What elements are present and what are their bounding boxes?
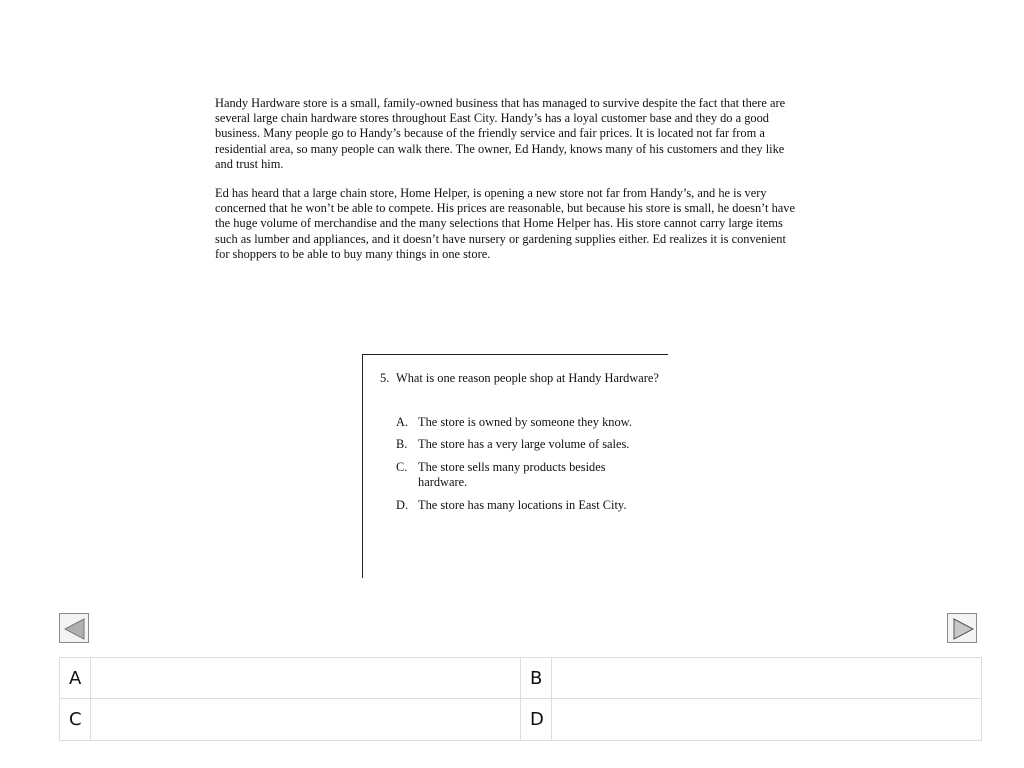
passage-paragraph: Ed has heard that a large chain store, Home Helper, is opening a new store not far from Handy’s, and he is very concerned that he won’t be able to compete. His prices are reasonable, but because his store is small, he doesn’t have the huge volume of merchandise and the many selections that Home Helper has. His store cannot carry large items such as lumber and appliances, and it doesn’t have nursery or gardening supplies either. Ed realizes it is convenient for shoppers to be able to buy many things in one store. (215, 186, 795, 261)
reading-passage (215, 96, 795, 276)
previous-button[interactable] (59, 613, 89, 643)
answer-choice-label: C (60, 699, 91, 740)
triangle-right-icon (948, 614, 978, 644)
question-text: What is one reason people shop at Handy Hardware? (396, 371, 659, 385)
option-letter: B. (396, 437, 408, 452)
question-panel (362, 354, 668, 578)
next-button[interactable] (947, 613, 977, 643)
question-number: 5. (380, 371, 390, 385)
answer-options-list (396, 415, 646, 520)
triangle-left-icon (60, 614, 90, 644)
answer-choice-c[interactable] (60, 699, 521, 740)
answer-choice-label: A (60, 658, 91, 698)
answer-option-b (396, 437, 646, 452)
answer-choice-label: B (521, 658, 552, 698)
answer-choice-d[interactable] (521, 699, 981, 740)
option-letter: A. (396, 415, 409, 429)
option-text: The store has many locations in East City. (418, 497, 627, 512)
answer-option-a (396, 415, 646, 430)
question-stem (380, 371, 660, 386)
passage-paragraph: Handy Hardware store is a small, family-owned business that has managed to survive despite the fact that there are several large chain hardware stores throughout East City. Handy’s has a loyal customer base and they do a good business. Many people go to Handy’s because of the friendly service and fair prices. It is located not far from a residential area, so many people can walk there. The owner, Ed Handy, knows many of his customers and they like and trust him. (215, 96, 786, 171)
answer-choice-a[interactable] (60, 658, 521, 699)
answer-choice-label: D (521, 699, 552, 740)
option-text: The store is owned by someone they know. (418, 415, 632, 429)
answer-choice-b[interactable] (521, 658, 981, 699)
option-letter: C. (396, 459, 408, 474)
option-letter: D. (396, 497, 409, 512)
answer-option-c (396, 460, 646, 491)
option-text: The store sells many products besides hardware. (418, 459, 606, 490)
answer-choice-grid (59, 657, 982, 741)
answer-option-d (396, 498, 646, 513)
option-text: The store has a very large volume of sales. (418, 437, 630, 452)
